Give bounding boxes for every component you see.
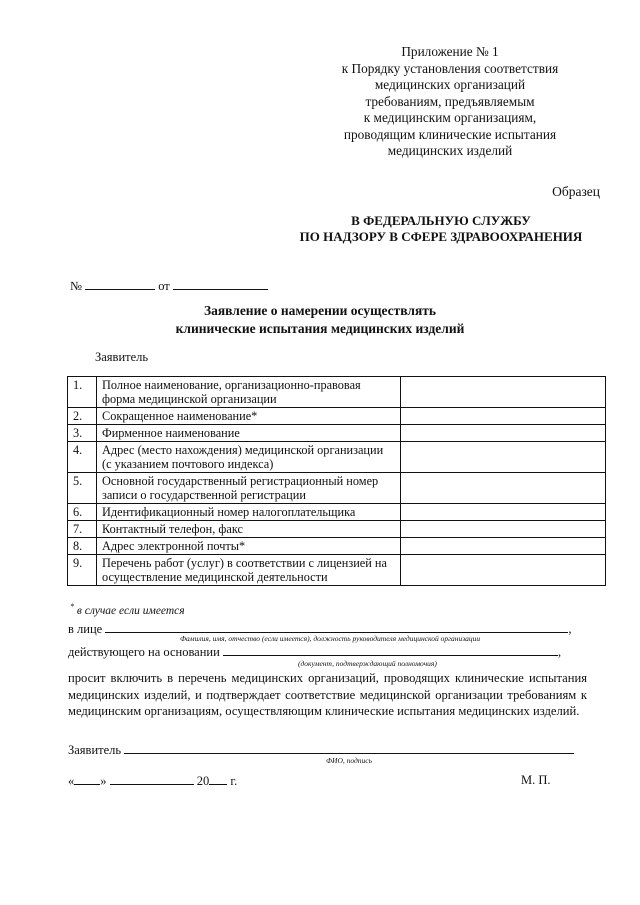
appendix-line: медицинских организаций <box>374 77 526 92</box>
row-field-name: Перечень работ (услуг) в соответствии с лицензией на осуществление медицинской деятельности <box>97 555 401 586</box>
row-value-cell[interactable] <box>401 377 606 408</box>
row-number: 2. <box>68 408 97 425</box>
acting-basis-field[interactable] <box>223 644 558 656</box>
table-row <box>68 377 606 408</box>
row-number: 5. <box>68 473 97 504</box>
signature-caption: ФИО, подпись <box>326 756 373 765</box>
acting-basis-line: действующего на основании , <box>68 645 562 659</box>
date-field[interactable] <box>173 278 268 290</box>
year-suffix: г. <box>230 774 238 788</box>
title-line-1: Заявление о намерении осуществлять <box>203 303 437 318</box>
year-field[interactable] <box>209 773 227 785</box>
appendix-line: к медицинским организациям, <box>363 110 537 125</box>
row-field-name: Полное наименование, организационно-правовая форма медицинской организации <box>97 377 401 408</box>
appendix-heading <box>300 44 600 160</box>
table-row <box>68 408 606 425</box>
applicant-label: Заявитель <box>95 350 149 364</box>
row-field-name: Основной государственный регистрационный номер записи о государственной регистрации <box>97 473 401 504</box>
addressee-line-2: ПО НАДЗОРУ В СФЕРЕ ЗДРАВООХРАНЕНИЯ <box>299 229 583 244</box>
number-sign: № <box>70 279 82 293</box>
footnote-mark: * <box>70 602 74 611</box>
row-number: 4. <box>68 442 97 473</box>
sample-label: Образец <box>552 184 600 199</box>
represented-by-line: в лице , <box>68 622 572 636</box>
stamp-label: М. П. <box>521 773 551 787</box>
row-value-cell[interactable] <box>401 521 606 538</box>
table-row <box>68 425 606 442</box>
day-field[interactable] <box>74 773 100 785</box>
acting-basis-label: действующего на основании <box>68 645 220 659</box>
year-prefix: 20 <box>196 774 210 788</box>
row-value-cell[interactable] <box>401 408 606 425</box>
row-number: 7. <box>68 521 97 538</box>
footnote-text: в случае если имеется <box>76 604 185 617</box>
signature-field[interactable] <box>124 742 574 754</box>
document-title <box>150 302 490 338</box>
date-line <box>68 773 237 789</box>
row-number: 6. <box>68 504 97 521</box>
row-field-name: Сокращенное наименование* <box>97 408 401 425</box>
row-number: 9. <box>68 555 97 586</box>
table-row <box>68 473 606 504</box>
registration-number-line <box>70 278 268 294</box>
appendix-line: проводящим клинические испытания <box>343 126 557 142</box>
row-value-cell[interactable] <box>401 538 606 555</box>
row-value-cell[interactable] <box>401 504 606 521</box>
close-quote: » <box>100 774 107 788</box>
row-value-cell[interactable] <box>401 473 606 504</box>
month-field[interactable] <box>110 773 194 785</box>
row-field-name: Идентификационный номер налогоплательщика <box>97 504 401 521</box>
row-number: 3. <box>68 425 97 442</box>
table-row <box>68 555 606 586</box>
table-row <box>68 504 606 521</box>
addressee-line-1: В ФЕДЕРАЛЬНУЮ СЛУЖБУ <box>351 213 531 228</box>
row-value-cell[interactable] <box>401 425 606 442</box>
appendix-line: медицинских изделий <box>387 143 513 158</box>
table-row <box>68 442 606 473</box>
signature-line <box>68 742 574 758</box>
open-quote: « <box>68 774 75 788</box>
acting-basis-caption: (документ, подтверждающий полномочия) <box>298 659 437 668</box>
appendix-line: к Порядку установления соответствия <box>341 60 559 76</box>
number-field[interactable] <box>85 278 155 290</box>
footnote <box>70 602 185 617</box>
signature-label: Заявитель <box>68 743 122 757</box>
represented-by-label: в лице <box>68 622 103 636</box>
represented-by-caption: Фамилия, имя, отчество (если имеется), должность руководителя медицинской организации <box>180 634 481 643</box>
row-field-name: Адрес электронной почты* <box>97 538 401 555</box>
addressee <box>296 213 586 245</box>
represented-by-field[interactable] <box>105 621 568 633</box>
from-label: от <box>158 279 170 293</box>
table-row <box>68 538 606 555</box>
row-field-name: Адрес (место нахождения) медицинской организации (с указанием почтового индекса) <box>97 442 401 473</box>
row-field-name: Контактный телефон, факс <box>97 521 401 538</box>
applicant-table <box>67 376 606 586</box>
row-value-cell[interactable] <box>401 555 606 586</box>
table-row <box>68 521 606 538</box>
row-number: 1. <box>68 377 97 408</box>
row-number: 8. <box>68 538 97 555</box>
request-body-text: просит включить в перечень медицинских организаций, проводящих клинические испытания медицинских изделий, и подтверждает соответствие медицинской организации требованиям к медицинским организациям, осуществляющим клинические испытания медицинских изделий. <box>68 671 587 718</box>
title-line-2: клинические испытания медицинских изделий <box>175 321 465 336</box>
appendix-line: требованиям, предъявляемым <box>365 93 535 109</box>
row-field-name: Фирменное наименование <box>97 425 401 442</box>
appendix-line: Приложение № 1 <box>401 44 499 59</box>
row-value-cell[interactable] <box>401 442 606 473</box>
